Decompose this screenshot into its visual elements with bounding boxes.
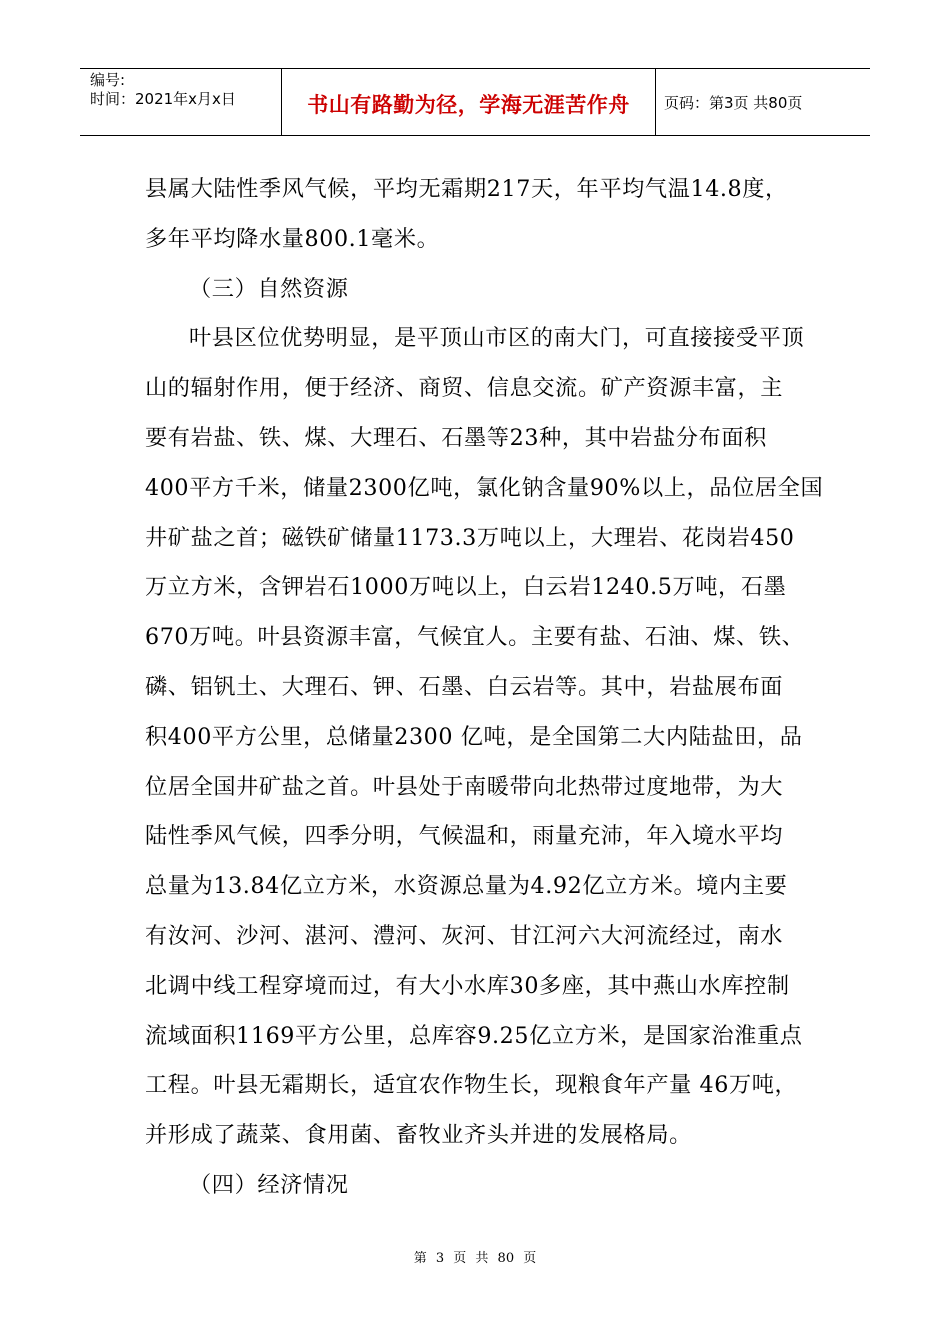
body-line: 位居全国井矿盐之首。叶县处于南暖带向北热带过度地带，为大 xyxy=(145,773,784,800)
body-line: 北调中线工程穿境而过，有大小水库30多座，其中燕山水库控制 xyxy=(145,972,790,999)
page-footer: 第 3 页 共 80 页 xyxy=(413,1251,537,1266)
body-line: 井矿盐之首；磁铁矿储量1173.3万吨以上，大理岩、花岗岩450 xyxy=(145,524,795,551)
body-line: 400平方千米，储量2300亿吨，氯化钠含量90%以上，品位居全国 xyxy=(145,474,824,501)
body-line: 山的辐射作用，便于经济、商贸、信息交流。矿产资源丰富，主 xyxy=(145,375,784,402)
body-line: 磷、铝钒土、大理石、钾、石墨、白云岩等。其中，岩盐展布面 xyxy=(145,673,784,700)
body-line: 总量为13.84亿立方米，水资源总量为4.92亿立方米。境内主要 xyxy=(145,873,788,900)
section-heading-economy: （四）经济情况 xyxy=(189,1171,349,1198)
header-motto: 书山有路勤为径，学海无涯苦作舟 xyxy=(307,93,630,117)
body-line: 县属大陆性季风气候，平均无霜期217天，年平均气温14.8度， xyxy=(145,176,788,202)
document-body xyxy=(145,165,824,1211)
document-number-label: 编号: xyxy=(90,71,126,89)
header-meta-cell xyxy=(80,69,282,135)
header-page-info: 页码：第3页 共80页 xyxy=(664,93,803,112)
body-line: 陆性季风气候，四季分明，气候温和，雨量充沛，年入境水平均 xyxy=(145,823,784,850)
body-line: 积400平方公里，总储量2300 亿吨，是全国第二大内陆盐田，品 xyxy=(145,723,803,750)
body-line: 有汝河、沙河、湛河、澧河、灰河、甘江河六大河流经过，南水 xyxy=(145,922,784,949)
body-line: 多年平均降水量800.1毫米。 xyxy=(145,225,440,252)
page-header xyxy=(80,68,870,136)
body-line: 工程。叶县无霜期长，适宜农作物生长，现粮食年产量 46万吨， xyxy=(145,1072,798,1099)
body-line: 叶县区位优势明显，是平顶山市区的南大门，可直接接受平顶 xyxy=(189,325,805,352)
section-heading-natural-resources: （三）自然资源 xyxy=(189,275,349,302)
document-date: 时间：2021年x月x日 xyxy=(90,90,236,108)
body-line: 流域面积1169平方公里，总库容9.25亿立方米，是国家治淮重点 xyxy=(145,1022,803,1049)
header-page-cell xyxy=(656,69,870,135)
body-line: 万立方米，含钾岩石1000万吨以上，白云岩1240.5万吨，石墨 xyxy=(145,574,787,601)
body-line: 并形成了蔬菜、食用菌、畜牧业齐头并进的发展格局。 xyxy=(145,1122,692,1149)
body-line: 要有岩盐、铁、煤、大理石、石墨等23种，其中岩盐分布面积 xyxy=(145,424,767,451)
header-motto-cell xyxy=(282,69,656,135)
body-line: 670万吨。叶县资源丰富，气候宜人。主要有盐、石油、煤、铁、 xyxy=(145,624,805,651)
